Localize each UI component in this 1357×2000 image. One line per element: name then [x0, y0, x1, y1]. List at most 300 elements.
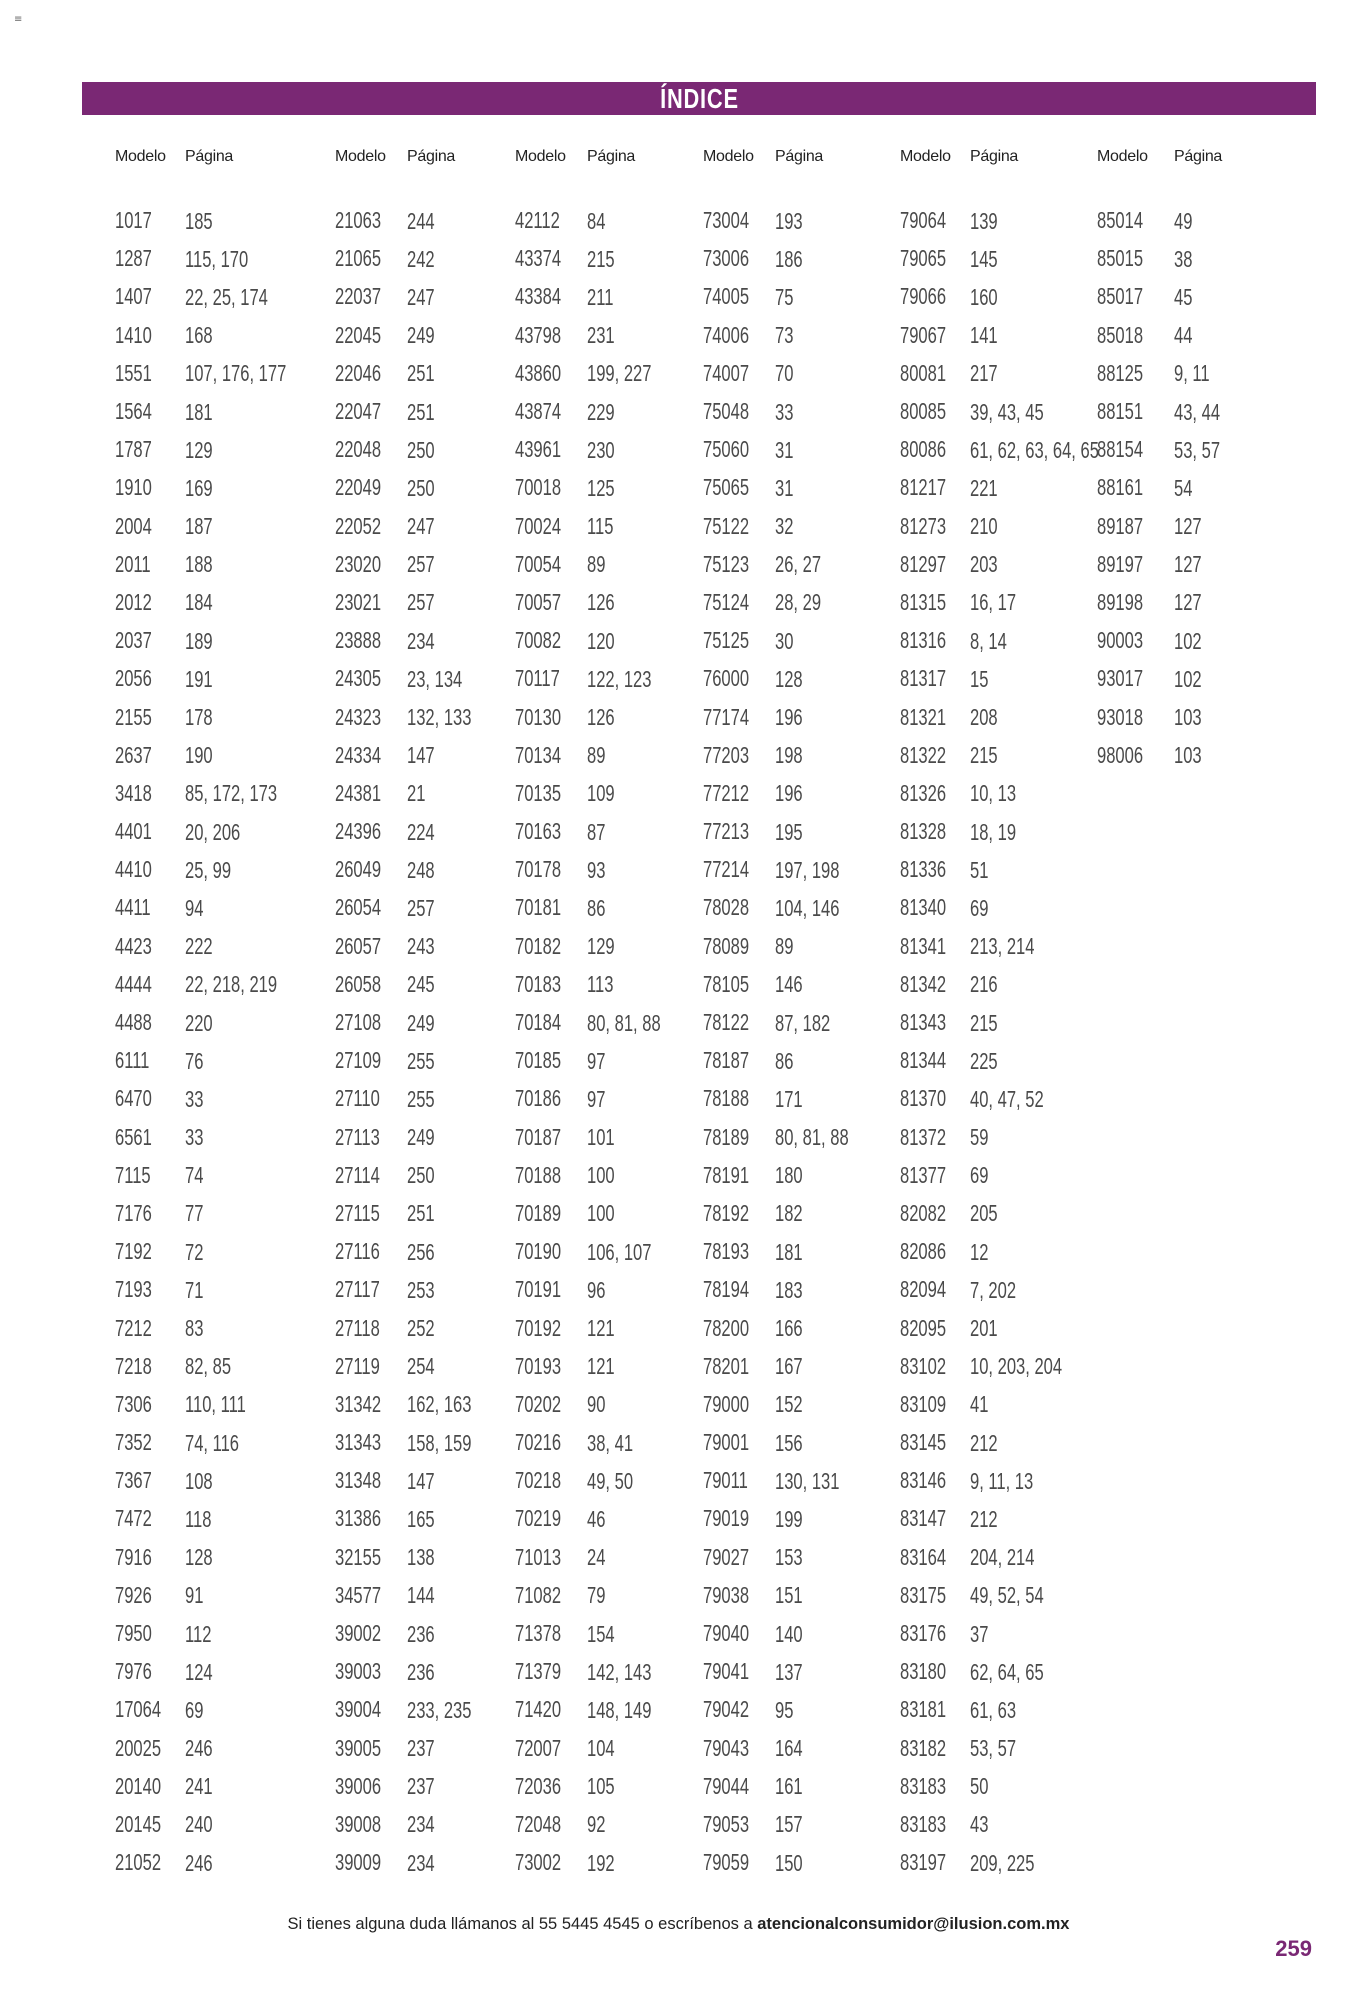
page-reference: 91	[185, 1582, 204, 1609]
page-reference: 234	[407, 1849, 435, 1876]
column-header	[1097, 148, 1222, 178]
index-row	[335, 1691, 497, 1729]
model-number: 7212	[115, 1314, 152, 1341]
index-row	[335, 1080, 497, 1118]
index-row	[115, 1653, 326, 1691]
page-reference: 248	[407, 856, 435, 883]
model-number: 72036	[515, 1772, 562, 1799]
page-reference: 87, 182	[775, 1009, 831, 1036]
model-number: 81316	[900, 627, 947, 654]
index-row	[115, 1539, 326, 1577]
model-number: 70192	[515, 1314, 562, 1341]
page-header: Página	[407, 148, 456, 165]
model-number: 83109	[900, 1390, 947, 1417]
index-row	[703, 584, 877, 622]
column-header	[515, 148, 635, 178]
index-row	[115, 660, 326, 698]
page-reference: 102	[1174, 627, 1202, 654]
model-number: 79000	[703, 1390, 750, 1417]
index-row	[335, 355, 497, 393]
page-reference: 240	[185, 1811, 213, 1838]
page-reference: 32	[775, 513, 794, 540]
page-reference: 33	[185, 1085, 204, 1112]
model-number: 23020	[335, 550, 382, 577]
index-row	[335, 1195, 497, 1233]
model-number: 4411	[115, 894, 151, 921]
index-row	[335, 393, 497, 431]
model-number: 78192	[703, 1199, 750, 1226]
model-number: 71013	[515, 1543, 562, 1570]
page-reference: 251	[407, 1200, 435, 1227]
index-row	[515, 584, 689, 622]
index-row	[515, 1233, 689, 1271]
model-number: 77212	[703, 779, 750, 806]
page-reference: 236	[407, 1658, 435, 1685]
index-row	[335, 278, 497, 316]
index-row	[335, 737, 497, 775]
index-row	[115, 1195, 326, 1233]
index-row	[335, 1386, 497, 1424]
model-number: 75124	[703, 588, 750, 615]
index-row	[115, 1615, 326, 1653]
index-row	[515, 737, 689, 775]
model-number: 70191	[515, 1276, 562, 1303]
footer-email: atencionalconsumidor@ilusion.com.mx	[757, 1915, 1070, 1933]
model-number: 70135	[515, 779, 562, 806]
model-number: 31348	[335, 1467, 382, 1494]
page-reference: 106, 107	[587, 1238, 652, 1265]
model-number: 83182	[900, 1734, 947, 1761]
page-reference: 128	[775, 665, 803, 692]
model-number: 78193	[703, 1238, 750, 1265]
index-row	[335, 431, 497, 469]
model-number: 2012	[115, 588, 152, 615]
index-row	[115, 355, 326, 393]
model-number: 7306	[115, 1390, 152, 1417]
page-reference: 147	[407, 742, 435, 769]
model-number: 72048	[515, 1810, 562, 1837]
model-number: 21065	[335, 245, 382, 272]
model-number: 21052	[115, 1849, 162, 1876]
page-reference: 244	[407, 207, 435, 234]
model-number: 27116	[335, 1238, 380, 1265]
index-title-bar	[82, 82, 1316, 115]
page-reference: 9, 11	[1174, 360, 1210, 387]
page-reference: 112	[185, 1620, 212, 1647]
page-reference: 94	[185, 894, 204, 921]
page-reference: 151	[775, 1582, 803, 1609]
page-reference: 171	[775, 1085, 803, 1112]
index-row	[515, 622, 689, 660]
index-row	[703, 1195, 877, 1233]
model-number: 3418	[115, 779, 152, 806]
index-row	[703, 1653, 877, 1691]
page-reference: 250	[407, 474, 435, 501]
model-number: 83183	[900, 1772, 947, 1799]
index-row	[335, 1806, 497, 1844]
page-reference: 249	[407, 1009, 435, 1036]
index-row	[703, 775, 877, 813]
index-row	[515, 393, 689, 431]
index-row	[515, 775, 689, 813]
page-reference: 147	[407, 1467, 435, 1494]
index-row	[703, 1844, 877, 1882]
model-number: 70178	[515, 856, 562, 883]
index-row	[335, 546, 497, 584]
model-number: 70188	[515, 1161, 562, 1188]
index-row	[703, 202, 877, 240]
page-reference: 137	[775, 1658, 803, 1685]
page-reference: 229	[587, 398, 615, 425]
model-number: 70183	[515, 970, 562, 997]
index-row	[115, 278, 326, 316]
index-row	[115, 1119, 326, 1157]
index-row	[900, 1653, 1149, 1691]
page-reference: 224	[407, 818, 435, 845]
index-row	[703, 1157, 877, 1195]
model-number: 83180	[900, 1658, 947, 1685]
index-row	[515, 1042, 689, 1080]
index-row	[335, 1348, 497, 1386]
model-number: 79040	[703, 1620, 750, 1647]
index-row	[1097, 278, 1238, 316]
page-reference: 92	[587, 1811, 606, 1838]
model-number: 70189	[515, 1199, 562, 1226]
page-reference: 161	[775, 1773, 803, 1800]
model-number: 83164	[900, 1543, 947, 1570]
model-number: 39009	[335, 1849, 382, 1876]
model-number: 73004	[703, 207, 750, 234]
page-reference: 181	[185, 398, 213, 425]
page-reference: 76	[185, 1047, 204, 1074]
index-row	[115, 1157, 326, 1195]
page-reference: 77	[185, 1200, 204, 1227]
page-reference: 236	[407, 1620, 435, 1647]
page-reference: 160	[970, 283, 998, 310]
model-number: 88154	[1097, 436, 1144, 463]
model-number: 79053	[703, 1810, 750, 1837]
page-reference: 18, 19	[970, 818, 1017, 845]
model-number: 77174	[703, 703, 750, 730]
model-number: 80086	[900, 436, 947, 463]
model-number: 79019	[703, 1505, 750, 1532]
model-number: 1287	[115, 245, 152, 272]
model-number: 78187	[703, 1047, 750, 1074]
model-number: 81341	[900, 932, 947, 959]
index-row	[1097, 698, 1238, 736]
index-column-3	[515, 148, 661, 1876]
model-number: 79059	[703, 1849, 750, 1876]
model-number: 27110	[335, 1085, 380, 1112]
page-reference: 196	[775, 704, 803, 731]
page-reference: 257	[407, 551, 435, 578]
model-number: 70193	[515, 1352, 562, 1379]
model-number: 39005	[335, 1734, 382, 1761]
page-reference: 198	[775, 742, 803, 769]
page-reference: 121	[587, 1315, 615, 1342]
page-reference: 230	[587, 436, 615, 463]
index-row	[515, 431, 689, 469]
model-number: 7976	[115, 1658, 152, 1685]
page-reference: 127	[1174, 589, 1202, 616]
page-reference: 53, 57	[1174, 436, 1221, 463]
page-reference: 188	[185, 551, 213, 578]
model-number: 23888	[335, 627, 382, 654]
model-number: 70184	[515, 1009, 562, 1036]
page-reference: 105	[587, 1773, 615, 1800]
index-row	[900, 1424, 1149, 1462]
page-reference: 89	[775, 933, 794, 960]
page-reference: 212	[970, 1429, 998, 1456]
page-reference: 12	[970, 1238, 989, 1265]
model-number: 7176	[115, 1199, 152, 1226]
model-number: 70082	[515, 627, 562, 654]
page-reference: 189	[185, 627, 213, 654]
index-row	[703, 622, 877, 660]
index-row	[900, 1768, 1149, 1806]
index-row	[703, 278, 877, 316]
menu-mark: ≡	[14, 14, 23, 25]
page-reference: 122, 123	[587, 665, 652, 692]
model-number: 89187	[1097, 512, 1144, 539]
index-row	[900, 1348, 1149, 1386]
index-row	[703, 1806, 877, 1844]
model-number: 27114	[335, 1161, 380, 1188]
page-reference: 129	[185, 436, 213, 463]
model-number: 83183	[900, 1810, 947, 1837]
page-reference: 253	[407, 1276, 435, 1303]
model-number: 43860	[515, 359, 562, 386]
index-row	[115, 1730, 326, 1768]
index-row	[115, 1462, 326, 1500]
model-number: 1787	[115, 436, 152, 463]
model-number: 82082	[900, 1199, 947, 1226]
model-number: 85018	[1097, 321, 1144, 348]
page-reference: 243	[407, 933, 435, 960]
index-row	[335, 966, 497, 1004]
page-reference: 44	[1174, 322, 1193, 349]
index-row	[900, 1271, 1149, 1309]
model-number: 89197	[1097, 550, 1144, 577]
model-number: 79066	[900, 283, 947, 310]
model-number: 79042	[703, 1696, 750, 1723]
model-number: 4444	[115, 970, 152, 997]
model-number: 22049	[335, 474, 382, 501]
index-row	[115, 966, 326, 1004]
page-reference: 45	[1174, 283, 1193, 310]
index-row	[335, 1424, 497, 1462]
index-row	[515, 1271, 689, 1309]
index-row	[515, 1653, 689, 1691]
page-reference: 7, 202	[970, 1276, 1017, 1303]
page-reference: 166	[775, 1315, 803, 1342]
page-reference: 69	[185, 1696, 204, 1723]
model-number: 78191	[703, 1161, 750, 1188]
page-reference: 89	[587, 551, 606, 578]
model-number: 7367	[115, 1467, 152, 1494]
index-row	[703, 813, 877, 851]
index-column-6	[1097, 148, 1223, 769]
page-reference: 74	[185, 1162, 204, 1189]
model-number: 78089	[703, 932, 750, 959]
model-header: Modelo	[335, 148, 386, 165]
index-row	[115, 622, 326, 660]
index-row	[515, 1539, 689, 1577]
model-number: 24396	[335, 818, 382, 845]
model-number: 20145	[115, 1810, 162, 1837]
model-number: 70054	[515, 550, 562, 577]
index-row	[335, 1233, 497, 1271]
page-reference: 246	[185, 1849, 213, 1876]
model-number: 31343	[335, 1429, 382, 1456]
page-reference: 148, 149	[587, 1696, 652, 1723]
model-number: 4488	[115, 1009, 152, 1036]
column-header	[115, 148, 233, 178]
model-number: 43874	[515, 398, 562, 425]
index-row	[1097, 508, 1238, 546]
model-number: 79044	[703, 1772, 750, 1799]
index-row	[335, 1462, 497, 1500]
model-number: 24305	[335, 665, 382, 692]
page-reference: 83	[185, 1315, 204, 1342]
page-reference: 30	[775, 627, 794, 654]
model-number: 70190	[515, 1238, 562, 1265]
model-number: 85014	[1097, 207, 1144, 234]
page-reference: 49, 50	[587, 1467, 634, 1494]
model-number: 2637	[115, 741, 152, 768]
page-reference: 247	[407, 513, 435, 540]
model-number: 22047	[335, 398, 382, 425]
page-reference: 184	[185, 589, 213, 616]
page-reference: 53, 57	[970, 1735, 1017, 1762]
page-reference: 165	[407, 1505, 435, 1532]
index-row	[1097, 469, 1238, 507]
model-number: 77213	[703, 818, 750, 845]
page-reference: 86	[775, 1047, 794, 1074]
model-number: 75123	[703, 550, 750, 577]
index-row	[115, 393, 326, 431]
index-row	[703, 1730, 877, 1768]
index-row	[703, 317, 877, 355]
page-reference: 61, 62, 63, 64, 65	[970, 436, 1099, 463]
model-number: 79064	[900, 207, 947, 234]
model-number: 79065	[900, 245, 947, 272]
page-reference: 156	[775, 1429, 803, 1456]
index-row	[115, 1042, 326, 1080]
model-number: 78122	[703, 1009, 750, 1036]
model-number: 81317	[900, 665, 947, 692]
page-reference: 103	[1174, 704, 1202, 731]
model-number: 70163	[515, 818, 562, 845]
model-number: 75048	[703, 398, 750, 425]
page-reference: 107, 176, 177	[185, 360, 287, 387]
model-number: 20140	[115, 1772, 162, 1799]
model-number: 93017	[1097, 665, 1144, 692]
page-reference: 150	[775, 1849, 803, 1876]
page-number: 259	[1275, 1936, 1312, 1961]
model-number: 81322	[900, 741, 947, 768]
index-row	[900, 1080, 1149, 1118]
index-row	[900, 1042, 1149, 1080]
model-number: 74006	[703, 321, 750, 348]
page-reference: 104	[587, 1735, 615, 1762]
index-row	[115, 1424, 326, 1462]
model-number: 83102	[900, 1352, 947, 1379]
index-row	[515, 851, 689, 889]
model-number: 70216	[515, 1429, 562, 1456]
page-reference: 28, 29	[775, 589, 822, 616]
model-number: 78105	[703, 970, 750, 997]
model-number: 22037	[335, 283, 382, 310]
page-reference: 75	[775, 283, 794, 310]
page-reference: 115	[587, 513, 614, 540]
page-reference: 213, 214	[970, 933, 1035, 960]
index-row	[1097, 240, 1238, 278]
model-number: 7926	[115, 1581, 152, 1608]
index-row	[335, 1271, 497, 1309]
index-row	[515, 546, 689, 584]
model-number: 27113	[335, 1123, 380, 1150]
page-reference: 79	[587, 1582, 606, 1609]
page-reference: 33	[185, 1124, 204, 1151]
index-row	[900, 1309, 1149, 1347]
page-reference: 74, 116	[185, 1429, 240, 1456]
index-row	[703, 851, 877, 889]
page-reference: 212	[970, 1505, 998, 1532]
model-number: 39008	[335, 1810, 382, 1837]
model-number: 79011	[703, 1467, 748, 1494]
page-reference: 211	[587, 283, 614, 310]
page-reference: 215	[970, 742, 998, 769]
model-number: 70018	[515, 474, 562, 501]
index-row	[515, 660, 689, 698]
index-row	[115, 202, 326, 240]
page-reference: 43, 44	[1174, 398, 1221, 425]
page-reference: 249	[407, 322, 435, 349]
index-row	[335, 1577, 497, 1615]
model-number: 32155	[335, 1543, 382, 1570]
page-reference: 146	[775, 971, 803, 998]
page-reference: 72	[185, 1238, 204, 1265]
model-number: 83146	[900, 1467, 947, 1494]
page-reference: 257	[407, 589, 435, 616]
page-reference: 49, 52, 54	[970, 1582, 1044, 1609]
model-number: 71379	[515, 1658, 562, 1685]
model-number: 26054	[335, 894, 382, 921]
page-reference: 216	[970, 971, 998, 998]
index-column-1	[115, 148, 287, 1876]
model-number: 71378	[515, 1620, 562, 1647]
page-reference: 97	[587, 1047, 606, 1074]
model-header: Modelo	[1097, 148, 1148, 165]
page-reference: 82, 85	[185, 1353, 232, 1380]
model-number: 7193	[115, 1276, 152, 1303]
model-number: 90003	[1097, 627, 1144, 654]
index-row	[115, 1806, 326, 1844]
model-number: 88161	[1097, 474, 1144, 501]
model-number: 21063	[335, 207, 382, 234]
model-number: 78028	[703, 894, 750, 921]
model-number: 70117	[515, 665, 560, 692]
page-reference: 247	[407, 283, 435, 310]
page-reference: 221	[970, 474, 998, 501]
page-header: Página	[185, 148, 234, 165]
page-reference: 84	[587, 207, 606, 234]
page-reference: 9, 11, 13	[970, 1467, 1034, 1494]
model-number: 83175	[900, 1581, 947, 1608]
page-reference: 199, 227	[587, 360, 652, 387]
index-row	[115, 1386, 326, 1424]
